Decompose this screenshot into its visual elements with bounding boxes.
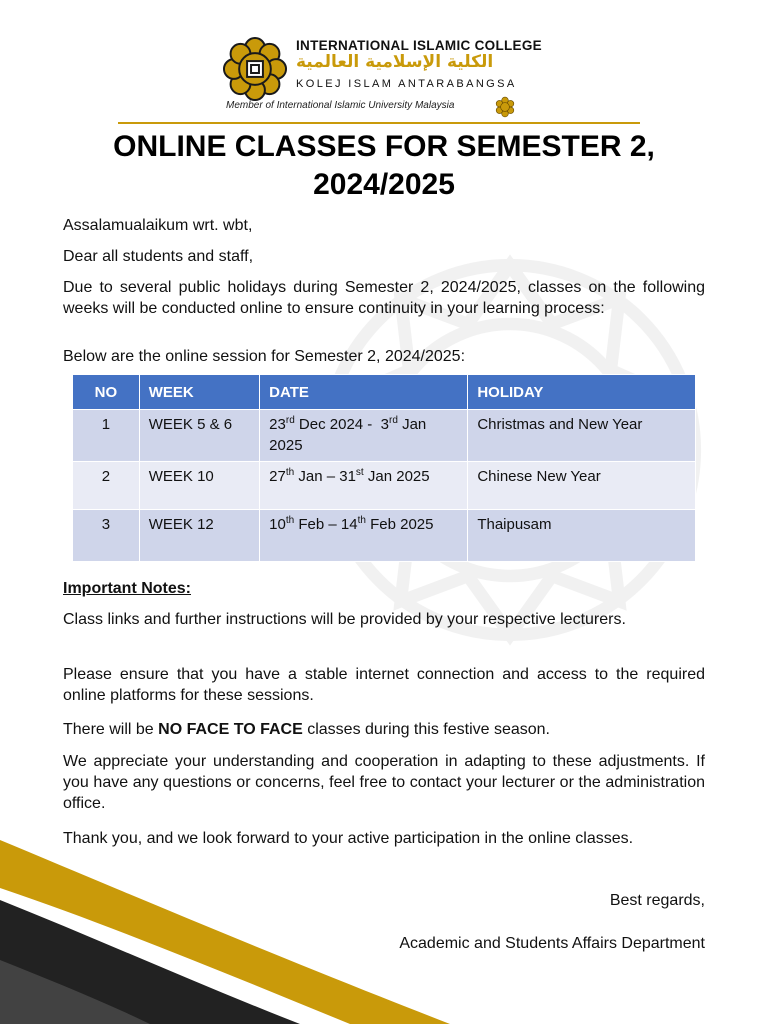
decorative-swoosh <box>0 800 768 1024</box>
cell-date: 10th Feb – 14th Feb 2025 <box>260 510 468 562</box>
iium-emblem-icon <box>494 96 516 118</box>
table-header-row <box>73 375 696 410</box>
closing-line: Best regards, <box>609 892 705 909</box>
cell-no: 1 <box>73 410 140 462</box>
column-header-week: WEEK <box>139 375 259 410</box>
notes-paragraph-thanks: Thank you, and we look forward to your active participation in the online classes. <box>63 830 634 847</box>
notes-paragraph-links: Class links and further instructions will be provided by your respective lecturers. <box>63 611 626 628</box>
cell-holiday: Thaipusam <box>468 510 696 562</box>
table-row <box>73 462 696 510</box>
page-title: ONLINE CLASSES FOR SEMESTER 2, 2024/2025 <box>113 130 655 201</box>
column-header-holiday: HOLIDAY <box>468 375 696 410</box>
college-name-english: INTERNATIONAL ISLAMIC COLLEGE <box>296 38 542 53</box>
college-name-arabic: الكلية الإسلامية العالمية <box>296 52 494 72</box>
header-divider <box>118 122 640 124</box>
column-header-date: DATE <box>260 375 468 410</box>
cell-no: 3 <box>73 510 140 562</box>
cell-week: WEEK 5 & 6 <box>139 410 259 462</box>
signature-department: Academic and Students Affairs Department <box>399 935 705 952</box>
online-session-table <box>72 374 696 562</box>
table-intro: Below are the online session for Semester 2, 2024/2025: <box>63 348 466 365</box>
college-name-malay: KOLEJ ISLAM ANTARABANGSA <box>296 78 517 90</box>
greeting: Assalamualaikum wrt. wbt, <box>63 217 253 234</box>
notes-paragraph-no-face-to-face: There will be NO FACE TO FACE classes during this festive season. <box>63 721 550 738</box>
college-header <box>222 34 542 124</box>
notes-paragraph-appreciation: We appreciate your understanding and cooperation in adapting to these adjustments. If you have any questions or concerns, feel free to contact your lecturer or the administration office. <box>63 753 705 812</box>
table-row <box>73 410 696 462</box>
college-crest-icon <box>222 36 288 102</box>
table-row <box>73 510 696 562</box>
cell-date: 23rd Dec 2024 - 3rd Jan 2025 <box>260 410 468 462</box>
cell-week: WEEK 12 <box>139 510 259 562</box>
column-header-no: NO <box>73 375 140 410</box>
cell-date: 27th Jan – 31st Jan 2025 <box>260 462 468 510</box>
notes-heading: Important Notes: <box>63 580 191 597</box>
member-line: Member of International Islamic University Malaysia <box>226 100 455 111</box>
cell-week: WEEK 10 <box>139 462 259 510</box>
cell-holiday: Chinese New Year <box>468 462 696 510</box>
salutation: Dear all students and staff, <box>63 248 254 265</box>
intro-paragraph: Due to several public holidays during Semester 2, 2024/2025, classes on the following weeks will be conducted online to ensure continuity in your learning process: <box>63 279 705 317</box>
cell-no: 2 <box>73 462 140 510</box>
no-face-to-face-emphasis: NO FACE TO FACE <box>158 721 303 738</box>
notes-paragraph-internet: Please ensure that you have a stable internet connection and access to the required online platforms for these sessions. <box>63 666 705 704</box>
cell-holiday: Christmas and New Year <box>468 410 696 462</box>
